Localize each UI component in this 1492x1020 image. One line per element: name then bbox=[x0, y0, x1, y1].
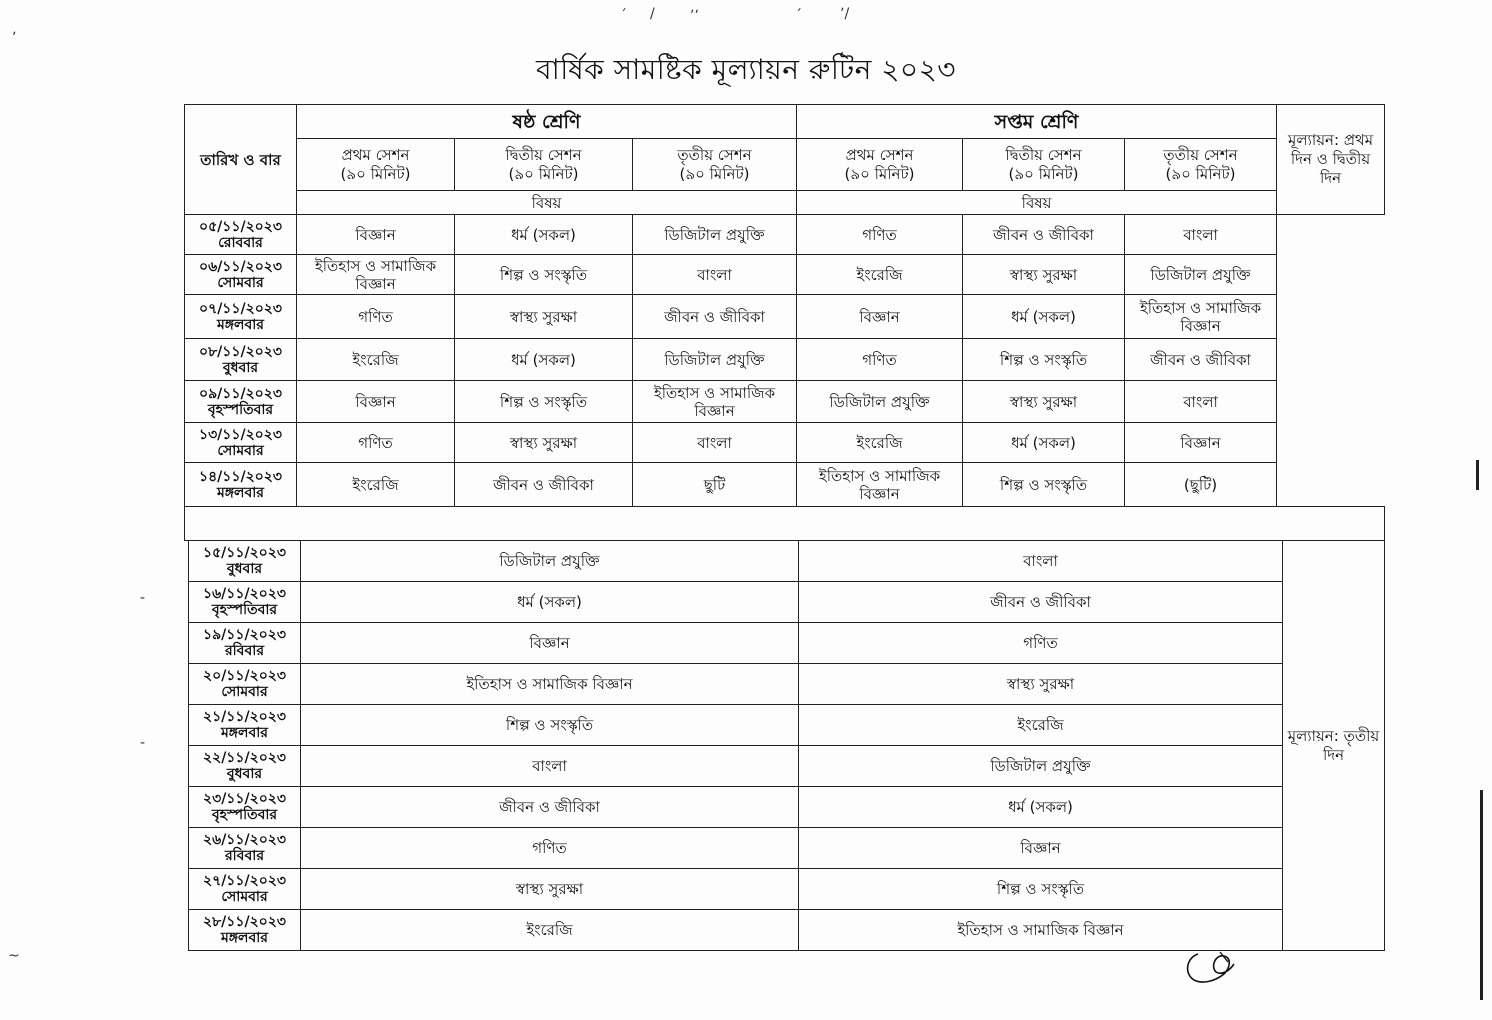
table-row bbox=[189, 623, 1385, 664]
date-cell bbox=[189, 623, 301, 664]
scan-speck: - bbox=[140, 735, 146, 751]
session-duration: (৯০ মিনিট) bbox=[844, 164, 915, 183]
scan-speck: ʼʼ bbox=[690, 8, 699, 24]
subject-cell: শিল্প ও সংস্কৃতি bbox=[455, 255, 633, 295]
table-row bbox=[185, 381, 1385, 423]
exam-date: ০৮/১১/২০২৩ bbox=[199, 343, 282, 360]
exam-weekday: মঙ্গলবার bbox=[220, 725, 269, 741]
exam-date: ১৬/১১/২০২৩ bbox=[203, 586, 286, 602]
exam-date: ২৮/১১/২০২৩ bbox=[203, 914, 286, 930]
date-cell bbox=[189, 869, 301, 910]
date-cell bbox=[189, 541, 301, 582]
subject-cell: শিল্প ও সংস্কৃতি bbox=[963, 339, 1125, 381]
table-row bbox=[189, 869, 1385, 910]
scan-speck: ~ bbox=[8, 948, 20, 964]
session-name: প্রথম সেশন bbox=[341, 145, 410, 164]
session-header bbox=[963, 139, 1125, 191]
subject-cell: গণিত bbox=[797, 339, 963, 381]
evaluation-note: মূল্যায়ন: প্রথম দিন ও দ্বিতীয় দিন bbox=[1277, 105, 1385, 215]
subject-cell: জীবন ও জীবিকা bbox=[963, 215, 1125, 255]
class7-header: সপ্তম শ্রেণি bbox=[797, 105, 1277, 139]
table-row bbox=[189, 828, 1385, 869]
subject-cell: জীবন ও জীবিকা bbox=[1125, 339, 1277, 381]
session-header bbox=[633, 139, 797, 191]
subject-cell: স্বাস্থ্য সুরক্ষা bbox=[799, 664, 1283, 705]
subject-cell: বাংলা bbox=[799, 541, 1283, 582]
subject-cell: জীবন ও জীবিকা bbox=[633, 295, 797, 339]
subject-cell: ইংরেজি bbox=[297, 463, 455, 507]
exam-date: ০৬/১১/২০২৩ bbox=[198, 258, 282, 275]
table-row bbox=[185, 215, 1385, 255]
exam-date: ২০/১১/২০২৩ bbox=[202, 668, 286, 684]
page-title: বার্ষিক সামষ্টিক মূল্যায়ন রুটিন ২০২৩ bbox=[535, 53, 957, 86]
subject-cell: বিজ্ঞান bbox=[799, 828, 1283, 869]
session-duration: (৯০ মিনিট) bbox=[340, 164, 411, 183]
subject-cell: ইতিহাস ও সামাজিক বিজ্ঞান bbox=[633, 381, 797, 423]
subject-cell: শিল্প ও সংস্কৃতি bbox=[799, 869, 1283, 910]
exam-date: ০৫/১১/২০২৩ bbox=[199, 218, 282, 235]
exam-weekday: বৃহস্পতিবার bbox=[207, 401, 274, 418]
subject-cell: বাংলা bbox=[301, 746, 799, 787]
session-header bbox=[455, 139, 633, 191]
subject-cell: ইতিহাস ও সামাজিক বিজ্ঞান bbox=[297, 255, 455, 295]
subject-cell: বিজ্ঞান bbox=[297, 381, 455, 423]
exam-weekday: বৃহস্পতিবার bbox=[211, 807, 278, 823]
subject-cell: ইংরেজি bbox=[799, 705, 1283, 746]
date-cell bbox=[189, 746, 301, 787]
subject-cell: ধর্ম (সকল) bbox=[799, 787, 1283, 828]
class7-subject-label: বিষয় bbox=[797, 191, 1277, 215]
subject-cell: বিজ্ঞান bbox=[301, 623, 799, 664]
exam-date: ২২/১১/২০২৩ bbox=[202, 750, 286, 766]
subject-cell: ধর্ম (সকল) bbox=[301, 582, 799, 623]
subject-cell: স্বাস্থ্য সুরক্ষা bbox=[963, 381, 1125, 423]
routine-table-first-part bbox=[184, 104, 1385, 541]
session-duration: (৯০ মিনিট) bbox=[508, 164, 579, 183]
date-cell bbox=[189, 705, 301, 746]
date-cell bbox=[185, 295, 297, 339]
subject-cell: শিল্প ও সংস্কৃতি bbox=[455, 381, 633, 423]
class6-header: ষষ্ঠ শ্রেণি bbox=[297, 105, 797, 139]
subject-cell: বিজ্ঞান bbox=[797, 295, 963, 339]
subject-cell: বাংলা bbox=[1125, 381, 1277, 423]
subject-cell: ডিজিটাল প্রযুক্তি bbox=[799, 746, 1283, 787]
subject-cell: ধর্ম (সকল) bbox=[455, 339, 633, 381]
table-row bbox=[185, 463, 1385, 507]
subject-cell: স্বাস্থ্য সুরক্ষা bbox=[455, 423, 633, 463]
table-gap-row bbox=[185, 507, 1385, 541]
date-cell bbox=[189, 582, 301, 623]
exam-weekday: মঙ্গলবার bbox=[216, 484, 265, 501]
session-duration: (৯০ মিনিট) bbox=[679, 164, 750, 183]
scan-speck: ˊ bbox=[620, 8, 627, 24]
session-duration: (৯০ মিনিট) bbox=[1165, 164, 1236, 183]
exam-weekday: রবিবার bbox=[224, 848, 265, 864]
session-name: তৃতীয় সেশন bbox=[1163, 145, 1238, 164]
scan-speck: ˊ bbox=[795, 8, 802, 24]
exam-weekday: বৃহস্পতিবার bbox=[211, 602, 278, 618]
exam-weekday: বুধবার bbox=[226, 766, 263, 782]
subject-cell: শিল্প ও সংস্কৃতি bbox=[963, 463, 1125, 507]
table-row bbox=[185, 423, 1385, 463]
scan-speck: - bbox=[140, 590, 146, 606]
subject-cell: স্বাস্থ্য সুরক্ষা bbox=[455, 295, 633, 339]
session-name: তৃতীয় সেশন bbox=[677, 145, 752, 164]
table-row bbox=[185, 255, 1385, 295]
exam-weekday: সোমবার bbox=[217, 442, 264, 459]
exam-weekday: মঙ্গলবার bbox=[216, 316, 265, 333]
session-name: দ্বিতীয় সেশন bbox=[505, 145, 582, 164]
evaluation-note: মূল্যায়ন: তৃতীয় দিন bbox=[1283, 541, 1385, 951]
table-row bbox=[189, 541, 1385, 582]
session-name: প্রথম সেশন bbox=[845, 145, 914, 164]
subject-cell: ছুটি bbox=[633, 463, 797, 507]
date-cell bbox=[189, 910, 301, 951]
date-cell bbox=[185, 339, 297, 381]
subject-cell: ডিজিটাল প্রযুক্তি bbox=[797, 381, 963, 423]
subject-cell: ইংরেজি bbox=[797, 255, 963, 295]
subject-cell: ধর্ম (সকল) bbox=[455, 215, 633, 255]
subject-cell: ইতিহাস ও সামাজিক বিজ্ঞান bbox=[1125, 295, 1277, 339]
exam-date: ১৩/১১/২০২৩ bbox=[199, 426, 282, 443]
exam-weekday: সোমবার bbox=[221, 684, 268, 700]
subject-cell: (ছুটি) bbox=[1125, 463, 1277, 507]
date-cell bbox=[189, 828, 301, 869]
exam-weekday: সোমবার bbox=[217, 274, 264, 291]
subject-cell: ইংরেজি bbox=[297, 339, 455, 381]
scan-speck: / bbox=[650, 6, 655, 22]
table-row bbox=[189, 705, 1385, 746]
exam-date: ১৫/১১/২০২৩ bbox=[203, 545, 286, 561]
routine-table-second-part bbox=[188, 540, 1385, 951]
subject-cell: বাংলা bbox=[633, 423, 797, 463]
scan-edge bbox=[1480, 790, 1483, 1000]
table-row bbox=[189, 787, 1385, 828]
session-header bbox=[297, 139, 455, 191]
scan-speck: ʼ bbox=[12, 30, 17, 46]
subject-cell: ধর্ম (সকল) bbox=[963, 423, 1125, 463]
date-cell bbox=[185, 463, 297, 507]
subject-cell: স্বাস্থ্য সুরক্ষা bbox=[963, 255, 1125, 295]
subject-cell: স্বাস্থ্য সুরক্ষা bbox=[301, 869, 799, 910]
table-row bbox=[189, 582, 1385, 623]
exam-weekday: সোমবার bbox=[221, 889, 268, 905]
subject-cell: বাংলা bbox=[633, 255, 797, 295]
signature-icon bbox=[1180, 944, 1240, 988]
table-row bbox=[185, 339, 1385, 381]
session-name: দ্বিতীয় সেশন bbox=[1005, 145, 1082, 164]
subject-cell: জীবন ও জীবিকা bbox=[799, 582, 1283, 623]
subject-cell: বিজ্ঞান bbox=[297, 215, 455, 255]
exam-weekday: রবিবার bbox=[224, 643, 265, 659]
exam-weekday: বুধবার bbox=[222, 359, 259, 376]
subject-cell: গণিত bbox=[797, 215, 963, 255]
subject-cell: গণিত bbox=[301, 828, 799, 869]
subject-cell: ডিজিটাল প্রযুক্তি bbox=[1125, 255, 1277, 295]
subject-cell: বাংলা bbox=[1125, 215, 1277, 255]
session-header bbox=[1125, 139, 1277, 191]
session-header bbox=[797, 139, 963, 191]
exam-weekday: মঙ্গলবার bbox=[220, 930, 269, 946]
subject-cell: জীবন ও জীবিকা bbox=[455, 463, 633, 507]
subject-cell: ধর্ম (সকল) bbox=[963, 295, 1125, 339]
class6-subject-label: বিষয় bbox=[297, 191, 797, 215]
subject-cell: গণিত bbox=[799, 623, 1283, 664]
table-row bbox=[189, 746, 1385, 787]
subject-cell: ইতিহাস ও সামাজিক বিজ্ঞান bbox=[797, 463, 963, 507]
date-cell bbox=[185, 381, 297, 423]
subject-cell: ইতিহাস ও সামাজিক বিজ্ঞান bbox=[301, 664, 799, 705]
subject-cell: ইংরেজি bbox=[797, 423, 963, 463]
subject-cell: গণিত bbox=[297, 423, 455, 463]
subject-cell: ডিজিটাল প্রযুক্তি bbox=[633, 339, 797, 381]
exam-date: ০৭/১১/২০২৩ bbox=[198, 300, 282, 317]
exam-date: ২৩/১১/২০২৩ bbox=[202, 791, 286, 807]
date-day-header: তারিখ ও বার bbox=[185, 105, 297, 215]
subject-cell: ইংরেজি bbox=[301, 910, 799, 951]
exam-date: ০৯/১১/২০২৩ bbox=[199, 385, 282, 402]
scan-edge bbox=[1476, 460, 1479, 490]
date-cell bbox=[185, 215, 297, 255]
subject-cell: ইতিহাস ও সামাজিক বিজ্ঞান bbox=[799, 910, 1283, 951]
subject-cell: শিল্প ও সংস্কৃতি bbox=[301, 705, 799, 746]
subject-cell: জীবন ও জীবিকা bbox=[301, 787, 799, 828]
subject-cell: বিজ্ঞান bbox=[1125, 423, 1277, 463]
session-duration: (৯০ মিনিট) bbox=[1008, 164, 1079, 183]
exam-weekday: রোববার bbox=[218, 234, 263, 251]
subject-cell: ডিজিটাল প্রযুক্তি bbox=[633, 215, 797, 255]
exam-date: ২৬/১১/২০২৩ bbox=[202, 832, 286, 848]
date-cell bbox=[189, 787, 301, 828]
table-row bbox=[185, 295, 1385, 339]
subject-cell: ডিজিটাল প্রযুক্তি bbox=[301, 541, 799, 582]
date-cell bbox=[189, 664, 301, 705]
exam-date: ১৯/১১/২০২৩ bbox=[203, 627, 286, 643]
exam-date: ১৪/১১/২০২৩ bbox=[199, 468, 282, 485]
date-cell bbox=[185, 423, 297, 463]
subject-cell: গণিত bbox=[297, 295, 455, 339]
exam-weekday: বুধবার bbox=[226, 561, 263, 577]
date-cell bbox=[185, 255, 297, 295]
scan-speck: ʼ/ bbox=[840, 6, 850, 22]
exam-date: ২৭/১১/২০২৩ bbox=[202, 873, 286, 889]
exam-date: ২১/১১/২০২৩ bbox=[203, 709, 286, 725]
table-row bbox=[189, 664, 1385, 705]
